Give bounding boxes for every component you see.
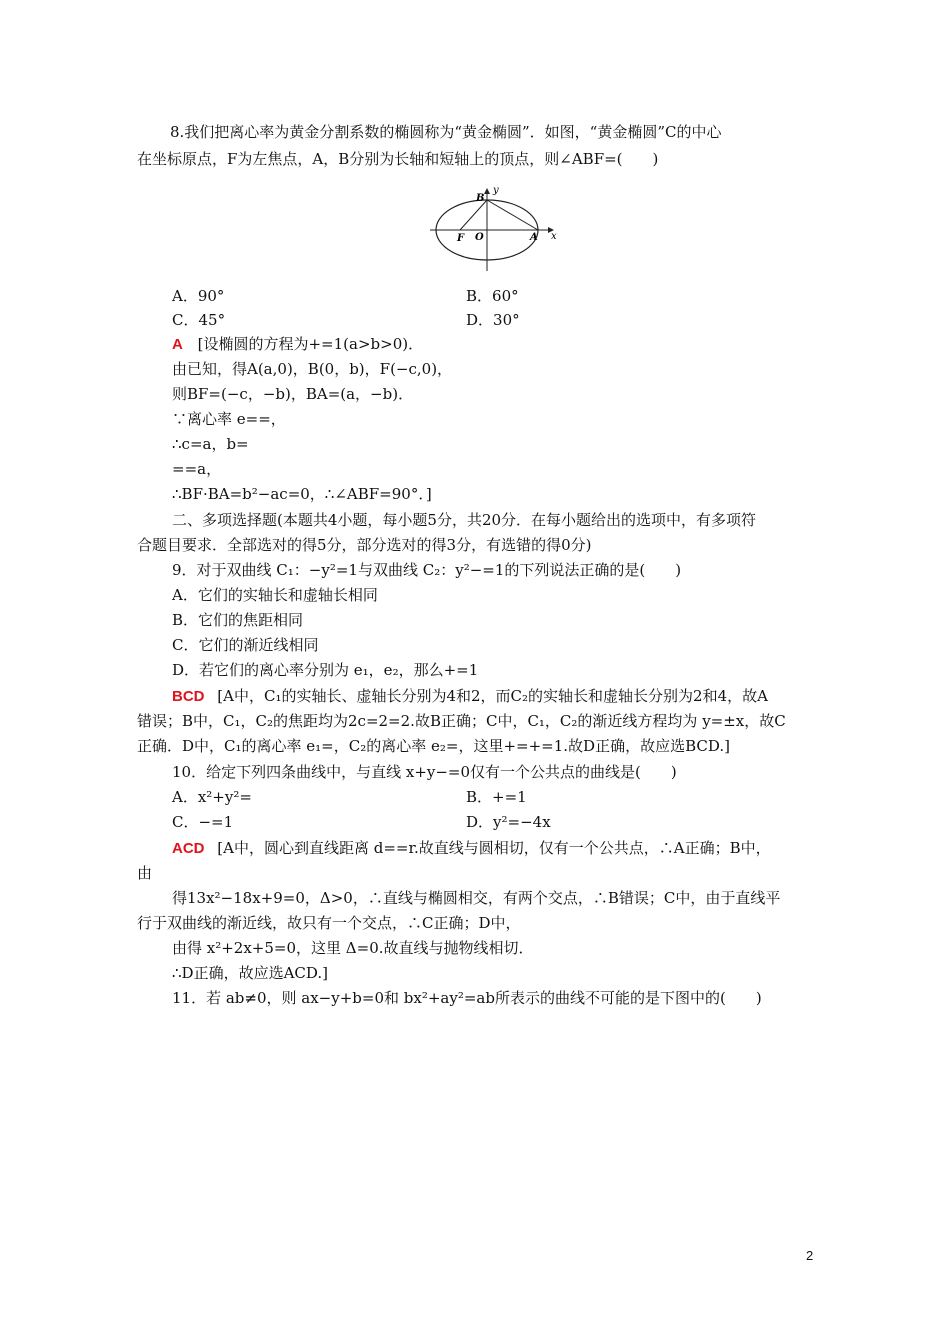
label-a: A [530,232,538,243]
label-f: F [457,233,465,244]
q8-answer-badge: A [172,336,183,353]
q9-solution-line-3: 正确．D中，C₁的离心率 e₁=，C₂的离心率 e₂=，这里+=+=1.故D正确，故应选BCD.] [137,737,730,755]
q10-solution-line-6: ∴D正确，故应选ACD.] [172,964,328,982]
q10-solution-line-2: 由 [137,864,153,882]
q8-solution-line-2: 由已知，得A(a,0)，B(0，b)，F(−c,0)， [172,360,453,378]
q10-solution-text-1: [A中，圆心到直线距离 d==r.故直线与圆相切，仅有一个公共点，∴A正确；B中， [217,839,771,857]
q10-option-d: D．y²=−4x [466,813,551,831]
q8-option-c: C．45° [172,311,226,329]
q9-option-d: D．若它们的离心率分别为 e₁，e₂，那么+=1 [172,661,479,679]
q10-solution-line-4: 行于双曲线的渐近线，故只有一个交点，∴C正确；D中， [137,914,521,932]
q8-stem-line-1: 8.我们把离心率为黄金分割系数的椭圆称为“黄金椭圆”．如图，“黄金椭圆”C的中心 [170,123,722,141]
q8-solution-line-5: ∴c=a，b= [172,435,249,453]
q8-solution-text-1: [设椭圆的方程为+=1(a>b>0)． [197,335,424,353]
page-number: 2 [806,1248,814,1263]
q8-solution-line-6: ==a， [172,460,222,478]
q9-answer-badge: BCD [172,688,205,705]
q10-solution-line-3: 得13x²−18x+9=0，Δ>0，∴直线与椭圆相交，有两个交点，∴B错误；C中，由于直线平 [172,889,781,907]
section-2-heading-line-2: 合题目要求．全部选对的得5分，部分选对的得3分，有选错的得0分) [137,536,592,554]
q10-solution-line-5: 由得 x²+2x+5=0，这里 Δ=0.故直线与抛物线相切． [172,939,534,957]
q8-option-b: B．60° [466,287,519,305]
q10-answer-badge: ACD [172,840,205,857]
q8-solution-line-7: ∴BF·BA=b²−ac=0，∴∠ABF=90°．] [172,485,432,503]
q9-stem: 9．对于双曲线 C₁：−y²=1与双曲线 C₂：y²−=1的下列说法正确的是( ) [172,561,682,579]
q10-option-c: C．−=1 [172,813,234,831]
label-o: O [475,232,484,243]
q9-solution-text-1: [A中，C₁的实轴长、虚轴长分别为4和2，而C₂的实轴长和虚轴长分别为2和4，故A [217,687,768,705]
q9-solution-line-1 [172,686,768,707]
q10-stem: 10．给定下列四条曲线中，与直线 x+y−=0仅有一个公共点的曲线是( ) [172,763,677,781]
q9-option-a: A．它们的实轴长和虚轴长相同 [172,586,378,604]
q9-option-c: C．它们的渐近线相同 [172,636,319,654]
ellipse-figure [425,185,565,275]
q10-solution-line-1 [172,838,771,859]
segment-bf [460,200,487,230]
label-b: B [476,193,485,204]
q10-option-b: B．+=1 [466,788,527,806]
q9-option-b: B．它们的焦距相同 [172,611,304,629]
q8-solution-line-3: 则BF=(−c，−b)，BA=(a，−b)． [172,385,414,403]
section-2-heading-line-1: 二、多项选择题(本题共4小题，每小题5分，共20分．在每小题给出的选项中，有多项符 [172,511,757,529]
label-y: y [493,185,499,196]
q8-stem-line-2: 在坐标原点，F为左焦点，A，B分别为长轴和短轴上的顶点，则∠ABF=( ) [137,150,659,168]
label-x: x [551,231,557,242]
q8-option-a: A．90° [172,287,225,305]
q8-solution-line-1 [172,334,423,355]
q11-stem: 11．若 ab≠0，则 ax−y+b=0和 bx²+ay²=ab所表示的曲线不可能的是下图中的( ) [172,989,762,1007]
q8-solution-line-4: ∵离心率 e==， [172,410,286,428]
q10-option-a: A．x²+y²= [172,788,252,806]
q8-option-d: D．30° [466,311,520,329]
q9-solution-line-2: 错误；B中，C₁，C₂的焦距均为2c=2=2.故B正确；C中，C₁，C₂的渐近线方程均为 y=±x，故C [137,712,786,730]
